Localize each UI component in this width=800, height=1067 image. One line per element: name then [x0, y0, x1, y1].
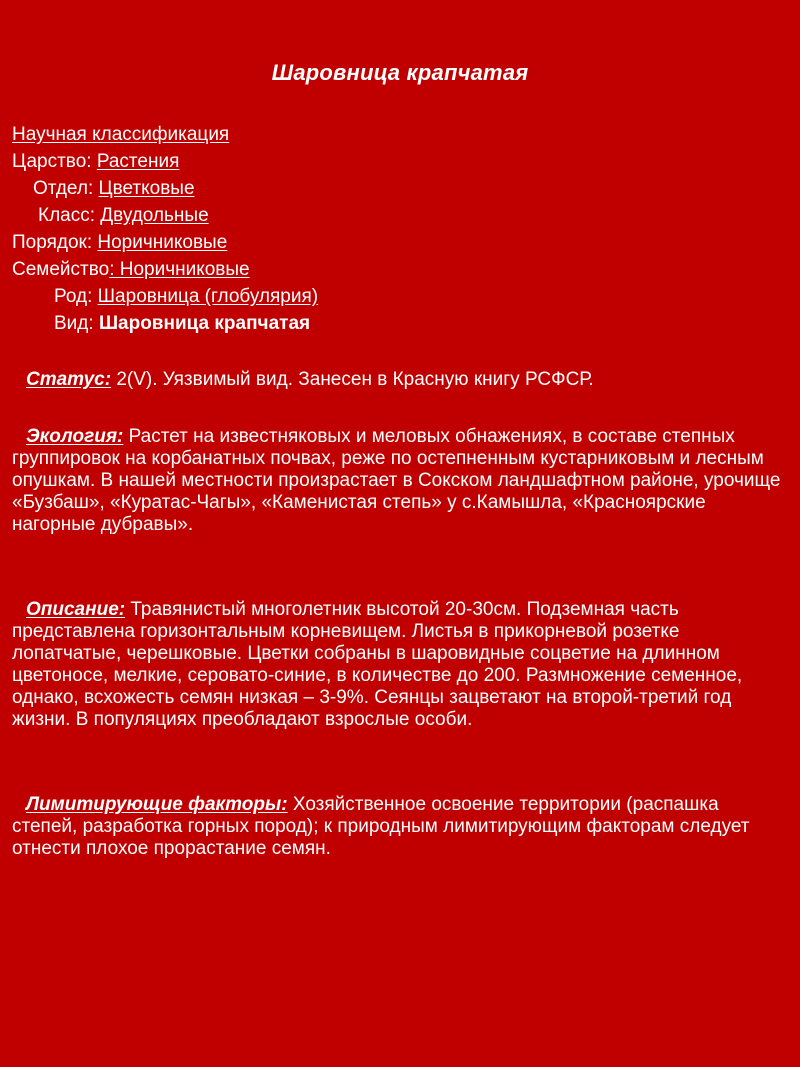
row-label: Отдел:: [33, 178, 99, 199]
classification-row-class: [12, 202, 788, 229]
status-text: 2(V). Уязвимый вид. Занесен в Красную книгу РСФСР.: [111, 369, 594, 390]
status-heading: Статус:: [26, 369, 112, 390]
row-label: Род:: [54, 286, 98, 307]
limiting-factors-heading: Лимитирующие факторы:: [26, 794, 288, 815]
row-label: Царство:: [12, 151, 97, 172]
row-value-link[interactable]: Цветковые: [98, 178, 195, 199]
ecology-heading: Экология:: [26, 426, 124, 447]
classification-row-kingdom: [12, 148, 788, 175]
row-label: Класс:: [38, 205, 101, 226]
row-value-link[interactable]: : Норичниковые: [109, 259, 250, 280]
row-value-link[interactable]: Норичниковые: [97, 232, 228, 253]
ecology-paragraph: [12, 426, 788, 536]
row-value-link[interactable]: Шаровница (глобулярия): [97, 286, 319, 307]
classification-row-order: [12, 229, 788, 256]
description-text: Травянистый многолетник высотой 20-30см. Подземная часть представлена горизонтальным корневищем. Листья в прикорневой розетке лопатчатые, черешковые. Цветки собраны в шаровидные соцветие на длинном цветоносе, мелкие, серовато-синие, в количестве до 200. Размножение семенное, однако, всхожесть семян низкая – 3-9%. Сеянцы зацветают на второй-третий год жизни. В популяциях преобладают взрослые особи.: [12, 599, 743, 730]
classification-block: [12, 121, 788, 337]
row-value: Шаровница крапчатая: [98, 313, 311, 334]
status-paragraph: [12, 369, 800, 391]
page-title: Шаровница крапчатая: [271, 60, 529, 85]
row-label: Порядок:: [12, 232, 98, 253]
row-label: Вид:: [54, 313, 99, 334]
row-label: Семейство: [12, 259, 110, 280]
limiting-factors-paragraph: [12, 794, 788, 860]
limiting-factors-text: Хозяйственное освоение территории (распашка степей, разработка горных пород); к природным лимитирующим факторам следует отнести плохое прорастание семян.: [12, 794, 750, 859]
description-paragraph: [12, 599, 788, 731]
classification-row-family: [12, 256, 788, 283]
row-value-link[interactable]: Растения: [96, 151, 180, 172]
classification-row-genus: [12, 283, 788, 310]
row-value-link[interactable]: Двудольные: [100, 205, 209, 226]
classification-row-division: [12, 175, 788, 202]
classification-heading: Научная классификация: [12, 124, 230, 145]
description-heading: Описание:: [26, 599, 126, 620]
classification-row-species: [12, 310, 788, 337]
ecology-text: Растет на известняковых и меловых обнажениях, в составе степных группировок на корбанатных почвах, реже по остепненным кустарниковым и лесным опушкам. В нашей местности произрастает в Сокском ландшафтном районе, урочище «Бузбаш», «Куратас-Чагы», «Каменистая степь» у с.Камышла, «Красноярские нагорные дубравы».: [12, 426, 781, 535]
